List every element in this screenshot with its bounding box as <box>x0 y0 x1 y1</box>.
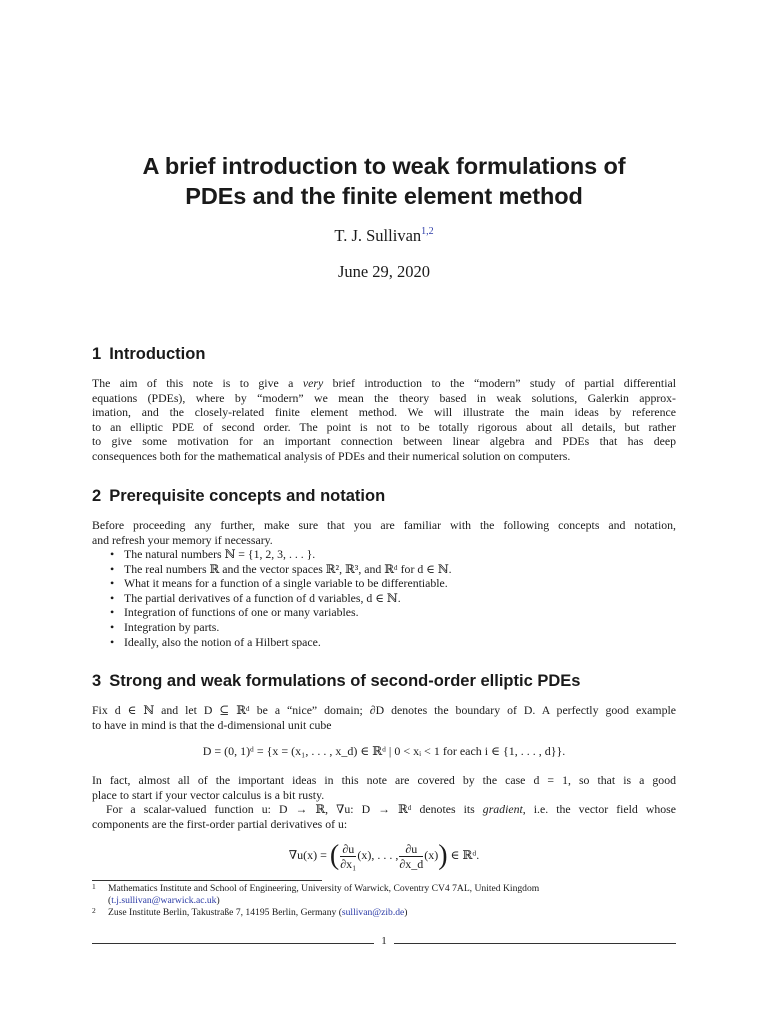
list-item: • Integration of functions of one or many variables. <box>110 605 670 620</box>
section-number: 2 <box>92 487 102 505</box>
list-item: • Integration by parts. <box>110 620 670 635</box>
title-line-2: PDEs and the finite element method <box>185 183 583 209</box>
paragraph-line: Fix d ∈ ℕ and let D ⊆ ℝᵈ be a “nice” domain; ∂D denotes the boundary of D. A perfectly good example <box>92 703 676 717</box>
list-item: • The natural numbers ℕ = {1, 2, 3, . . . }. <box>110 547 670 562</box>
paragraph-line: to have in mind is that the d-dimensional unit cube <box>92 717 332 732</box>
email-link[interactable]: sullivan@zib.de <box>341 907 405 918</box>
paragraph-line: to an elliptic PDE of second order. The point is not to be totally rigorous about all details, but rather <box>92 419 676 434</box>
paper-date: June 29, 2020 <box>337 262 431 281</box>
domain-paragraph <box>92 703 676 732</box>
section-number: 3 <box>92 672 102 690</box>
section-heading-prerequisites <box>92 486 692 506</box>
list-item: • The real numbers ℝ and the vector spaces ℝ², ℝ³, and ℝᵈ for d ∈ ℕ. <box>110 562 670 577</box>
prerequisite-list <box>110 547 670 649</box>
footnote-body: Mathematics Institute and School of Engineering, University of Warwick, Coventry CV4 7AL, United Kingdom (t.j.sullivan@warwick.ac.uk) <box>108 883 540 906</box>
emphasis-gradient: gradient <box>482 802 523 816</box>
paragraph-line: For a scalar-valued function u: D → ℝ, ∇u: D → ℝᵈ denotes its gradient, i.e. the vector field whose <box>106 802 676 816</box>
paragraph-line: consequences both for the mathematical analysis of PDEs and their numerical solution on computers. <box>92 448 571 463</box>
list-item: • What it means for a function of a single variable to be differentiable. <box>110 576 670 591</box>
case-d1-paragraph <box>92 773 676 802</box>
paragraph-line: imation, and the closely-related finite element method. We will illustrate the main ideas by reference <box>92 405 676 420</box>
author-affiliation-marks[interactable]: 1,2 <box>421 225 434 237</box>
section-heading-strong-weak <box>92 671 692 691</box>
title-line-1: A brief introduction to weak formulations of <box>142 153 626 179</box>
author-line <box>0 226 768 246</box>
footnote-2 <box>92 907 676 919</box>
emphasis-very: very <box>302 376 324 390</box>
footnote-body: Zuse Institute Berlin, Takustraße 7, 14195 Berlin, Germany (sullivan@zib.de) <box>108 907 408 918</box>
footnote-divider <box>92 880 322 881</box>
paragraph-line: place to start if your vector calculus is a bit rusty. <box>92 787 325 802</box>
equation-unit-cube: D = (0, 1)ᵈ = {x = (x₁, . . . , x_d) ∈ ℝᵈ | 0 < xᵢ < 1 for each i ∈ {1, . . . , d}}. <box>202 744 566 758</box>
list-item: • Ideally, also the notion of a Hilbert space. <box>110 635 670 650</box>
author-name: T. J. Sullivan <box>334 226 422 245</box>
list-item: • The partial derivatives of a function of d variables, d ∈ ℕ. <box>110 591 670 606</box>
paragraph-line: Before proceeding any further, make sure that you are familiar with the following concepts and notation, <box>92 518 676 532</box>
section-heading-introduction <box>92 344 692 364</box>
prereq-intro-paragraph <box>92 518 676 547</box>
section-title: Prerequisite concepts and notation <box>109 487 386 505</box>
section-number: 1 <box>92 345 102 363</box>
paragraph-line: equations (PDEs), where by “modern” we mean the theory based in weak solutions, Galerkin approx- <box>92 390 676 405</box>
gradient-paragraph <box>92 802 676 831</box>
equation-gradient: ∇u(x) = ( $\frac{\partial u}{\text{∂x₁}}$ (x), . . . , $\frac{\partial u}{\partial x\_d}$ (x)) ∈ ℝᵈ. <box>288 840 480 871</box>
fraction: $\frac{\partial u}{\text{∂x₁}}$ <box>340 841 357 871</box>
paper-title <box>60 151 708 211</box>
fraction: $\frac{\partial u}{\partial x\_d}$ <box>399 841 424 871</box>
footnote-mark: 1 <box>92 882 96 891</box>
footnote-mark: 2 <box>92 906 96 915</box>
paragraph-line: to give some motivation for an important connection between linear algebra and PDEs that has deep <box>92 434 676 449</box>
paragraph-line: In fact, almost all of the important ideas in this note are covered by the case d = 1, so that is a good <box>92 773 676 787</box>
intro-paragraph <box>92 376 676 464</box>
paragraph-line: components are the first-order partial derivatives of u: <box>92 816 348 831</box>
paragraph-line: The aim of this note is to give a very brief introduction to the “modern” study of partial differential <box>92 376 676 390</box>
email-link[interactable]: t.j.sullivan@warwick.ac.uk <box>111 895 217 906</box>
page-number: 1 <box>374 935 394 947</box>
section-title: Strong and weak formulations of second-order elliptic PDEs <box>109 672 581 690</box>
footnote-1 <box>92 883 676 907</box>
paragraph-line: and refresh your memory if necessary. <box>92 532 273 547</box>
section-title: Introduction <box>109 345 206 363</box>
